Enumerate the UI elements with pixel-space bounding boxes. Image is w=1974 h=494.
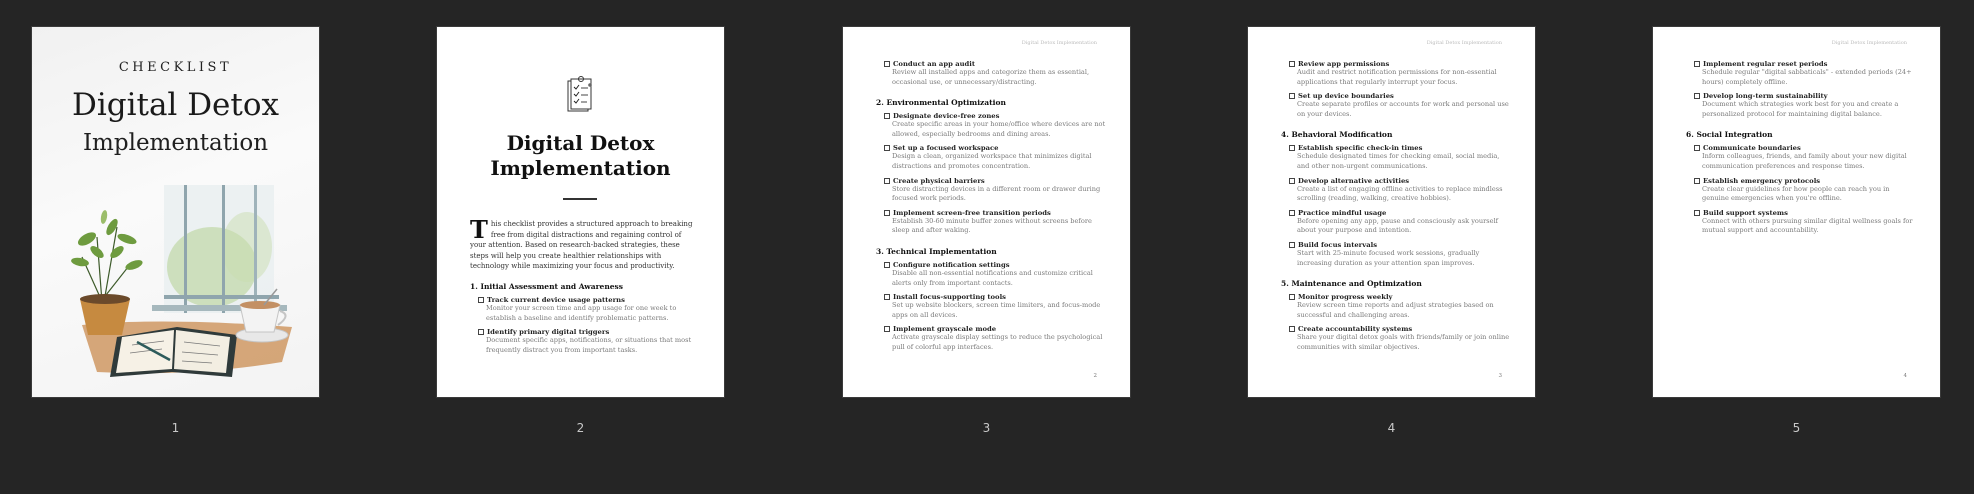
item-desc: Schedule designated times for checking email, social media, and other non-urgent communications.: [1297, 152, 1500, 170]
item-desc: Establish 30-60 minute buffer zones without screens before sleep and after waking.: [892, 216, 1092, 235]
cover-title-line1: Digital Detox: [71, 87, 280, 123]
item-title: Create physical barriers: [893, 176, 985, 185]
checkbox[interactable]: [1694, 210, 1700, 216]
checkbox[interactable]: [1289, 210, 1295, 216]
intro-text: his checklist provides a structured approach to breaking free from digital distractions and regaining control of your attention. Based on research-backed strategies, these steps will help you create healthier relationships with technology while maximizing your focus and productivity.: [470, 220, 693, 270]
item-title: Implement screen-free transition periods: [893, 208, 1051, 217]
section-1: [470, 282, 702, 360]
item-title: Set up a focused workspace: [893, 144, 999, 153]
page-thumbnail-2[interactable]: [437, 27, 724, 397]
item-desc: Document which strategies work best for you and create a personalized protocol for maintaining digital balance.: [1702, 100, 1899, 118]
item-title: Configure notification settings: [893, 260, 1010, 269]
item-desc: Review all installed apps and categorize them as essential, occasional use, or unnecessary/distracting.: [892, 68, 1090, 86]
intro-paragraph: [470, 215, 696, 272]
page-5-content: [1686, 60, 1918, 241]
item-desc: Start with 25-minute focused work sessions, gradually increasing duration as your attention span improves.: [1297, 248, 1480, 267]
page-label-3: 3: [982, 421, 991, 435]
item-title: Implement grayscale mode: [893, 325, 997, 334]
checkbox[interactable]: [1694, 145, 1700, 151]
item-title: Create accountability systems: [1298, 325, 1413, 334]
item-desc: Create a list of engaging offline activities to replace mindless scrolling (reading, walking, creative hobbies).: [1297, 184, 1503, 203]
page-number: 2: [1093, 373, 1097, 379]
item-desc: Create specific areas in your home/office where devices are not allowed, especially bedrooms and dining areas.: [892, 120, 1106, 138]
item-desc: Create separate profiles or accounts for work and personal use on your devices.: [1297, 100, 1509, 118]
item-desc: Set up website blockers, screen time limiters, and focus-mode apps on all devices.: [892, 301, 1101, 319]
section-title: 3. Technical Implementation: [876, 246, 997, 256]
page-3-content: [876, 60, 1108, 358]
item-title: Set up device boundaries: [1298, 92, 1394, 101]
item-desc: Share your digital detox goals with friends/family or join online communities with similar objectives.: [1297, 333, 1510, 351]
section-title: 2. Environmental Optimization: [876, 98, 1006, 108]
title-divider: [563, 198, 597, 200]
checklist-item: [478, 328, 702, 355]
checkbox[interactable]: [1289, 178, 1295, 184]
item-desc: Schedule regular "digital sabbaticals" - extended periods (24+ hours) completely offline.: [1702, 68, 1912, 86]
item-title: Build support systems: [1703, 208, 1788, 217]
item-desc: Connect with others pursuing similar digital wellness goals for mutual support and accountability.: [1702, 216, 1913, 235]
item-title: Develop alternative activities: [1298, 176, 1410, 185]
checkbox[interactable]: [478, 297, 484, 303]
checkbox[interactable]: [1694, 93, 1700, 99]
item-desc: Document specific apps, notifications, or situations that most frequently distract you from important tasks.: [486, 336, 692, 354]
checkbox[interactable]: [884, 294, 890, 300]
item-title: Monitor progress weekly: [1298, 293, 1393, 302]
page-thumbnail-1[interactable]: [32, 27, 319, 397]
section-title: 5. Maintenance and Optimization: [1281, 279, 1422, 289]
page-thumbnail-3[interactable]: [843, 27, 1130, 397]
checkbox[interactable]: [884, 326, 890, 332]
page-thumbnail-4[interactable]: [1248, 27, 1535, 397]
cover-title-line2: Implementation: [82, 130, 269, 156]
item-desc: Activate grayscale display settings to reduce the psychological pull of colorful app interfaces.: [892, 333, 1103, 351]
checkbox[interactable]: [1694, 178, 1700, 184]
checkbox[interactable]: [1289, 93, 1295, 99]
item-desc: Monitor your screen time and app usage for one week to establish a baseline and identify problematic patterns.: [486, 304, 677, 322]
page-number: 3: [1498, 373, 1502, 379]
item-desc: Design a clean, organized workspace that minimizes digital distractions and promotes concentration.: [892, 152, 1092, 170]
checkbox[interactable]: [1289, 326, 1295, 332]
item-desc: Inform colleagues, friends, and family about your new digital communication preferences and response times.: [1702, 152, 1907, 170]
cover-kicker: CHECKLIST: [118, 60, 233, 75]
item-title: Identify primary digital triggers: [487, 328, 610, 337]
drop-cap: T: [470, 215, 488, 244]
item-title: Communicate boundaries: [1703, 144, 1801, 153]
item-desc: Audit and restrict notification permissions for non-essential applications that regularly interrupt your focus.: [1297, 68, 1497, 86]
checklist-item: [478, 296, 702, 323]
item-desc: Store distracting devices in a different room or drawer during focused work periods.: [892, 184, 1101, 203]
checkbox[interactable]: [1289, 242, 1295, 248]
item-title: Designate device-free zones: [893, 112, 1000, 121]
item-desc: Review screen time reports and adjust strategies based on successful and challenging areas.: [1297, 301, 1494, 319]
item-title: Establish emergency protocols: [1703, 176, 1821, 185]
section-title: 4. Behavioral Modification: [1281, 130, 1393, 140]
checkbox[interactable]: [884, 145, 890, 151]
page-label-2: 2: [576, 421, 585, 435]
checkbox[interactable]: [1289, 294, 1295, 300]
item-title: Review app permissions: [1298, 60, 1390, 68]
running-header: Digital Detox Implementation: [1021, 40, 1097, 46]
item-title: Track current device usage patterns: [487, 296, 625, 304]
checkbox[interactable]: [884, 178, 890, 184]
page-thumbnail-5[interactable]: [1653, 27, 1940, 397]
item-title: Conduct an app audit: [893, 60, 976, 68]
clipboard-checklist-icon: [564, 75, 594, 115]
page-label-5: 5: [1792, 421, 1801, 435]
page-label-4: 4: [1387, 421, 1396, 435]
item-title: Practice mindful usage: [1298, 208, 1387, 217]
checkbox[interactable]: [884, 262, 890, 268]
item-desc: Before opening any app, pause and consciously ask yourself about your purpose and intention.: [1297, 216, 1499, 235]
item-title: Establish specific check-in times: [1298, 144, 1423, 153]
cover-illustration: [42, 177, 309, 387]
checkbox[interactable]: [884, 61, 890, 67]
item-title: Install focus-supporting tools: [893, 293, 1006, 302]
item-title: Develop long-term sustainability: [1703, 92, 1828, 101]
checkbox[interactable]: [1289, 145, 1295, 151]
checkbox[interactable]: [1289, 61, 1295, 67]
item-title: Build focus intervals: [1298, 240, 1378, 249]
item-title: Implement regular reset periods: [1703, 60, 1828, 68]
item-desc: Create clear guidelines for how people can reach you in genuine emergencies when you're offline.: [1702, 184, 1890, 203]
running-header: Digital Detox Implementation: [1426, 40, 1502, 46]
checkbox[interactable]: [884, 210, 890, 216]
section-title: 6. Social Integration: [1686, 130, 1773, 140]
page-number: 4: [1903, 373, 1907, 379]
checkbox[interactable]: [1694, 61, 1700, 67]
checkbox[interactable]: [884, 113, 890, 119]
running-header: Digital Detox Implementation: [1831, 40, 1907, 46]
checkbox[interactable]: [478, 329, 484, 335]
page-label-1: 1: [171, 421, 180, 435]
document-title: Digital Detox Implementation: [490, 131, 671, 180]
item-desc: Disable all non-essential notifications and customize critical alerts only from important contacts.: [892, 268, 1093, 287]
page-4-content: [1281, 60, 1513, 358]
section-title: 1. Initial Assessment and Awareness: [470, 282, 623, 291]
